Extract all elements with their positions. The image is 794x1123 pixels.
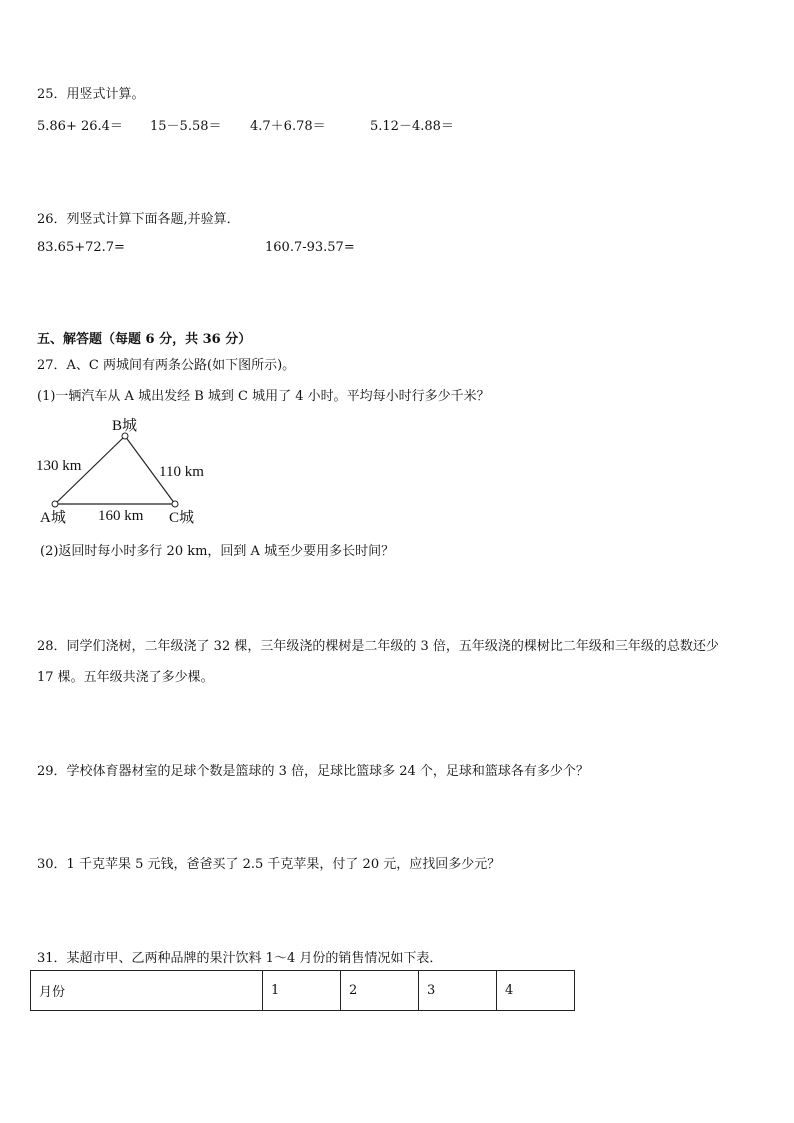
question-28-line-1: 28．同学们浇树，二年级浇了 32 棵，三年级浇的棵树是二年级的 3 倍，五年级浇的棵树比二年级和三年级的总数还少: [37, 639, 719, 654]
question-30: 30．1 千克苹果 5 元钱，爸爸买了 2.5 千克苹果，付了 20 元，应找回多少元？: [37, 857, 501, 872]
label-b-city: B城: [112, 418, 138, 434]
question-27-title: 27．A、C 两城间有两条公路(如下图所示)。: [37, 358, 296, 373]
label-a-city: A城: [40, 510, 66, 526]
table-row: [31, 971, 575, 1011]
table-cell: 1: [263, 971, 341, 1011]
label-c-city: C城: [169, 510, 195, 526]
label-ac-distance: 160 km: [98, 508, 144, 524]
question-28-line-2: 17 棵。五年级共浇了多少棵。: [37, 670, 214, 685]
sales-table: [30, 970, 575, 1011]
triangle-route-diagram: [30, 415, 230, 530]
q26-equation-2: 160.7-93.57=: [265, 240, 355, 255]
q25-equation-1: 5.86+ 26.4＝: [37, 119, 123, 134]
table-cell: 4: [497, 971, 575, 1011]
question-31: 31．某超市甲、乙两种品牌的果汁饮料 1～4 月份的销售情况如下表．: [37, 951, 443, 966]
question-27-part-1: (1)一辆汽车从 A 城出发经 B 城到 C 城用了 4 小时。平均每小时行多少千米？: [37, 389, 490, 404]
label-ab-distance: 130 km: [36, 458, 82, 474]
question-25-title: 25．用竖式计算。: [37, 87, 145, 102]
table-cell-month-header: 月份: [31, 971, 263, 1011]
table-cell: 2: [341, 971, 419, 1011]
label-bc-distance: 110 km: [159, 464, 204, 480]
table-cell: 3: [419, 971, 497, 1011]
vertex-c: [172, 501, 178, 507]
q25-equation-3: 4.7＋6.78＝: [250, 119, 326, 134]
vertex-a: [52, 501, 58, 507]
section-5-heading: 五、解答题（每题 6 分，共 36 分）: [37, 332, 252, 347]
question-27-part-2: (2)返回时每小时多行 20 km，回到 A 城至少要用多长时间？: [40, 544, 395, 559]
q25-equation-4: 5.12－4.88＝: [370, 119, 454, 134]
question-29: 29．学校体育器材室的足球个数是篮球的 3 倍，足球比篮球多 24 个，足球和篮球各有多少个？: [37, 764, 589, 779]
question-26-title: 26．列竖式计算下面各题,并验算．: [37, 212, 240, 227]
q26-equation-1: 83.65+72.7=: [37, 240, 125, 255]
q25-equation-2: 15－5.58＝: [150, 119, 222, 134]
